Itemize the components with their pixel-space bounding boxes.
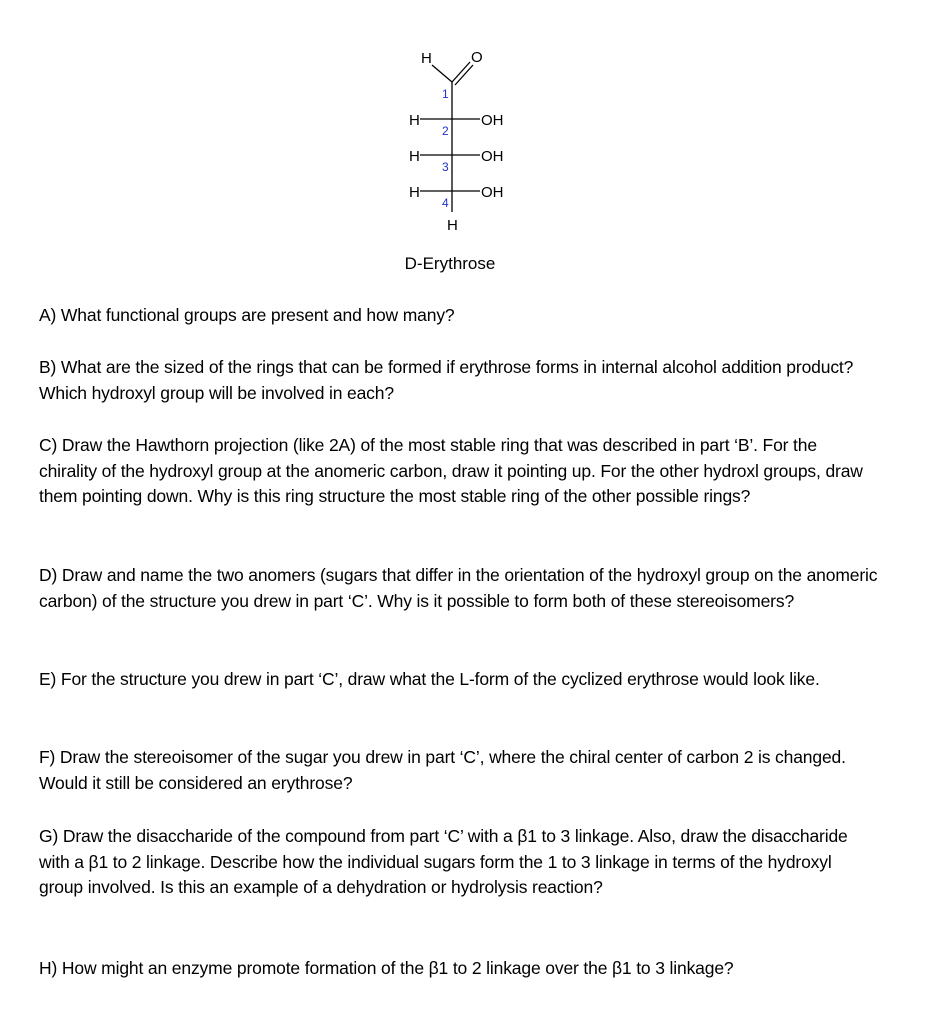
carbon-number-1: 1 [442,87,449,101]
bond-c1-h [432,65,452,82]
atom-h-c2: H [409,112,420,129]
atom-oh-c3: OH [481,148,504,165]
question-g: G) Draw the disaccharide of the compound from part ‘C’ with a β1 to 3 linkage. Also, draw the disaccharide with a β1 to 2 linkage. Describe how the individual sugars form the 1 to 3 linkage in terms of the hydroxyl group involved. Is this an example of a dehydration or hydrolysis reaction? [39,826,848,897]
question-b: B) What are the sized of the rings that can be formed if erythrose forms in internal alcohol addition product? Which hydroxyl group will be involved in each? [39,357,854,403]
atom-h-aldehyde: H [421,50,432,67]
carbon-number-3: 3 [442,160,449,174]
atom-oh-c2: OH [481,112,504,129]
question-d: D) Draw and name the two anomers (sugars that differ in the orientation of the hydroxyl group on the anomeric carbon) of the structure you drew in part ‘C’. Why is it possible to form both of these stereoisomers? [39,565,878,611]
structure-caption: D-Erythrose [404,254,496,273]
question-f: F) Draw the stereoisomer of the sugar you drew in part ‘C’, where the chiral center of carbon 2 is changed. Would it still be considered an erythrose? [39,747,846,793]
atom-h-c3: H [409,148,420,165]
fischer-projection-d-erythrose [380,40,540,240]
atom-h-bottom: H [447,217,458,234]
atom-h-c4: H [409,184,420,201]
question-c: C) Draw the Hawthorn projection (like 2A) of the most stable ring that was described in part ‘B’. For the chirality of the hydroxyl group at the anomeric carbon, draw it pointing up. For the other hydroxl groups, draw them pointing down. Why is this ring structure the most stable ring of the other possible rings? [39,435,863,506]
question-h: H) How might an enzyme promote formation of the β1 to 2 linkage over the β1 to 3 linkage? [39,958,734,978]
fischer-projection-drawing [380,40,540,240]
carbon-number-2: 2 [442,124,449,138]
question-e: E) For the structure you drew in part ‘C’, draw what the L-form of the cyclized erythrose would look like. [39,669,820,689]
question-a: A) What functional groups are present and how many? [39,305,455,325]
atom-o-carbonyl: O [471,49,483,66]
atom-oh-c4: OH [481,184,504,201]
carbon-number-4: 4 [442,196,449,210]
